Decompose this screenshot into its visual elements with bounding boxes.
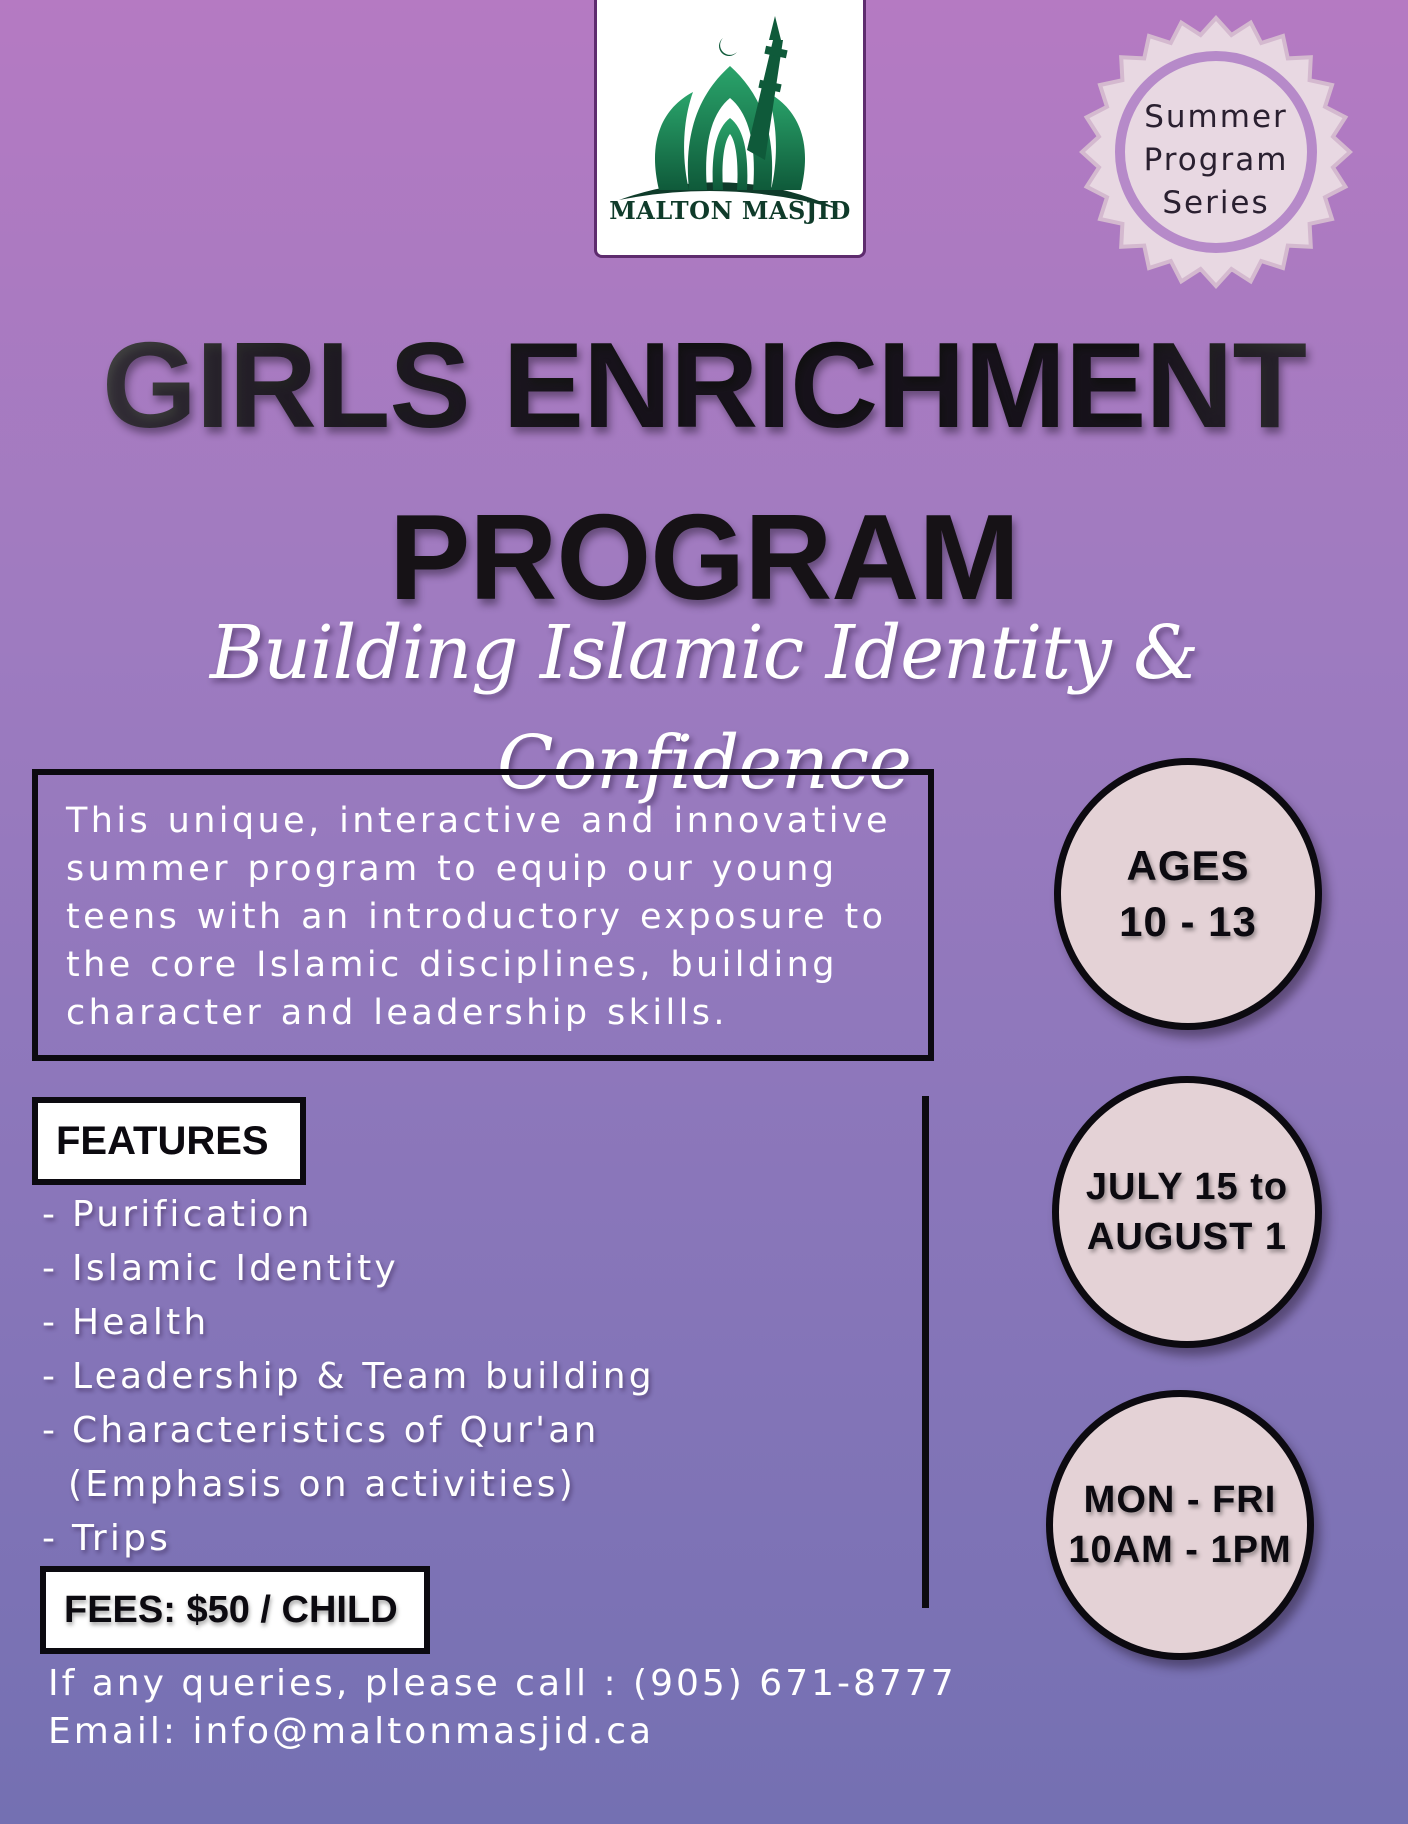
schedule-days: MON - FRI	[1083, 1479, 1277, 1521]
page-title-line-1: GIRLS ENRICHMENT	[0, 320, 1408, 450]
page-subtitle: Building Islamic Identity & Confidence	[209, 610, 1199, 806]
feature-label: (Emphasis on activities)	[68, 1464, 576, 1505]
contact-info	[48, 1660, 957, 1756]
dates-start: JULY 15 to	[1085, 1166, 1289, 1208]
list-item: - Trips	[42, 1518, 172, 1559]
feature-label: Trips	[72, 1518, 172, 1559]
list-item: - Health	[42, 1302, 210, 1343]
seal-line: Program	[1143, 142, 1289, 178]
description-text: This unique, interactive and innovative summer program to equip our young teens with an introductory exposure to the core Islamic disciplines, building character and leadership skills.	[66, 801, 891, 1033]
page-title-line-2: PROGRAM	[388, 489, 1020, 625]
features-heading-box	[32, 1097, 306, 1185]
list-item: - Purification	[42, 1194, 313, 1235]
feature-label: Islamic Identity	[72, 1248, 399, 1289]
list-item: - Islamic Identity	[42, 1248, 399, 1289]
list-item: - Leadership & Team building	[42, 1356, 655, 1397]
masjid-logo	[594, 0, 866, 258]
features-list	[42, 1188, 655, 1566]
vertical-divider	[922, 1096, 929, 1608]
fees-box	[40, 1566, 430, 1654]
logo-wordmark: MALTON MASJID	[609, 196, 851, 225]
contact-email: Email: info@maltonmasjid.ca	[48, 1711, 655, 1752]
feature-label: Health	[72, 1302, 210, 1343]
schedule-badge	[1046, 1390, 1314, 1660]
seal-line: Series	[1162, 185, 1270, 221]
dates-badge	[1052, 1076, 1322, 1348]
feature-label: Characteristics of Qur'an	[72, 1410, 600, 1451]
schedule-hours: 10AM - 1PM	[1068, 1529, 1292, 1571]
description-box	[32, 769, 934, 1061]
summer-program-seal	[1078, 14, 1354, 290]
fees-label: FEES: $50 / CHILD	[64, 1588, 398, 1631]
list-item: - Characteristics of Qur'an	[42, 1410, 600, 1451]
features-heading: FEATURES	[56, 1118, 269, 1163]
ages-range: 10 - 13	[1119, 898, 1257, 945]
ages-badge	[1054, 758, 1322, 1030]
list-item	[42, 1458, 655, 1512]
seal-line: Summer	[1144, 99, 1288, 135]
feature-label: Purification	[72, 1194, 313, 1235]
seal-text	[1078, 96, 1354, 225]
contact-phone: If any queries, please call : (905) 671-8777	[48, 1663, 957, 1704]
feature-label: Leadership & Team building	[72, 1356, 655, 1397]
dates-end: AUGUST 1	[1086, 1216, 1288, 1258]
ages-label: AGES	[1126, 842, 1250, 889]
